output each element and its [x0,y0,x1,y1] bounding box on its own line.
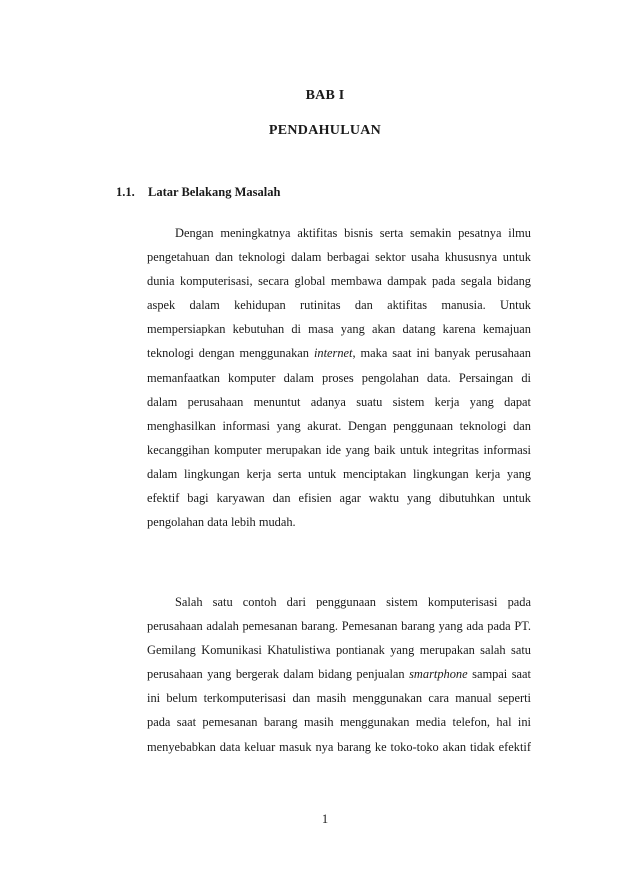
paragraph-line: perusahaan adalah pemesanan barang. Pemesanan barang yang ada pada PT. [147,619,531,634]
paragraph-line: aspek dalam kehidupan rutinitas dan aktifitas manusia. Untuk [147,298,531,313]
paragraph-line: dunia komputerisasi, secara global membawa dampak pada segala bidang [147,274,531,289]
section-title: Latar Belakang Masalah [148,185,281,199]
paragraph-line [147,662,531,686]
paragraph-line: Dengan meningkatnya aktifitas bisnis serta semakin pesatnya ilmu [175,226,531,240]
line-text: perusahaan yang bergerak dalam bidang penjualan [147,667,410,682]
paragraph-line: pengolahan data lebih mudah. [147,515,296,530]
paragraph-line: Gemilang Komunikasi Khatulistiwa pontianak yang merupakan salah satu [147,643,531,658]
chapter-title: PENDAHULUAN [268,123,382,138]
paragraph-line: kecanggihan komputer merupakan ide yang baik untuk integritas informasi [147,442,531,457]
paragraph-1 [147,221,531,534]
line-text: teknologi dengan menggunakan [147,346,314,361]
paragraph-line: dalam lingkungan kerja serta untuk menciptakan lingkungan kerja yang [147,466,531,481]
paragraph-2 [147,590,531,759]
page-number: 1 [321,812,329,826]
paragraph-line: ini belum terkomputerisasi dan masih menggunakan cara manual seperti [147,691,531,706]
paragraph-line: menghasilkan informasi yang akurat. Dengan penggunaan teknologi dan [147,418,531,433]
line-text: sampai saat [467,667,531,682]
section-number: 1.1. [116,185,135,199]
paragraph-line: menyebabkan data keluar masuk nya barang ke toko-toko akan tidak efektif [147,739,531,754]
paragraph-line: pengetahuan dan teknologi dalam berbagai sektor usaha khususnya untuk [147,250,531,265]
section-heading [116,185,280,200]
chapter-number: BAB I [305,88,345,103]
paragraph-line: dalam perusahaan menuntut adanya suatu sistem kerja yang dapat [147,394,531,409]
italic-term: smartphone [409,667,468,682]
paragraph-line [147,341,531,365]
paragraph-line: memanfaatkan komputer dalam proses pengolahan data. Persaingan di [147,370,531,385]
paragraph-line: mempersiapkan kebutuhan di masa yang akan datang karena kemajuan [147,322,531,337]
paragraph-line: pada saat pemesanan barang masih menggunakan media telefon, hal ini [147,715,531,730]
line-text: , maka saat ini banyak perusahaan [352,346,531,361]
paragraph-line: Salah satu contoh dari penggunaan sistem komputerisasi pada [175,595,531,609]
italic-term: internet [313,346,353,361]
paragraph-line: efektif bagi karyawan dan efisien agar waktu yang dibutuhkan untuk [147,491,531,506]
